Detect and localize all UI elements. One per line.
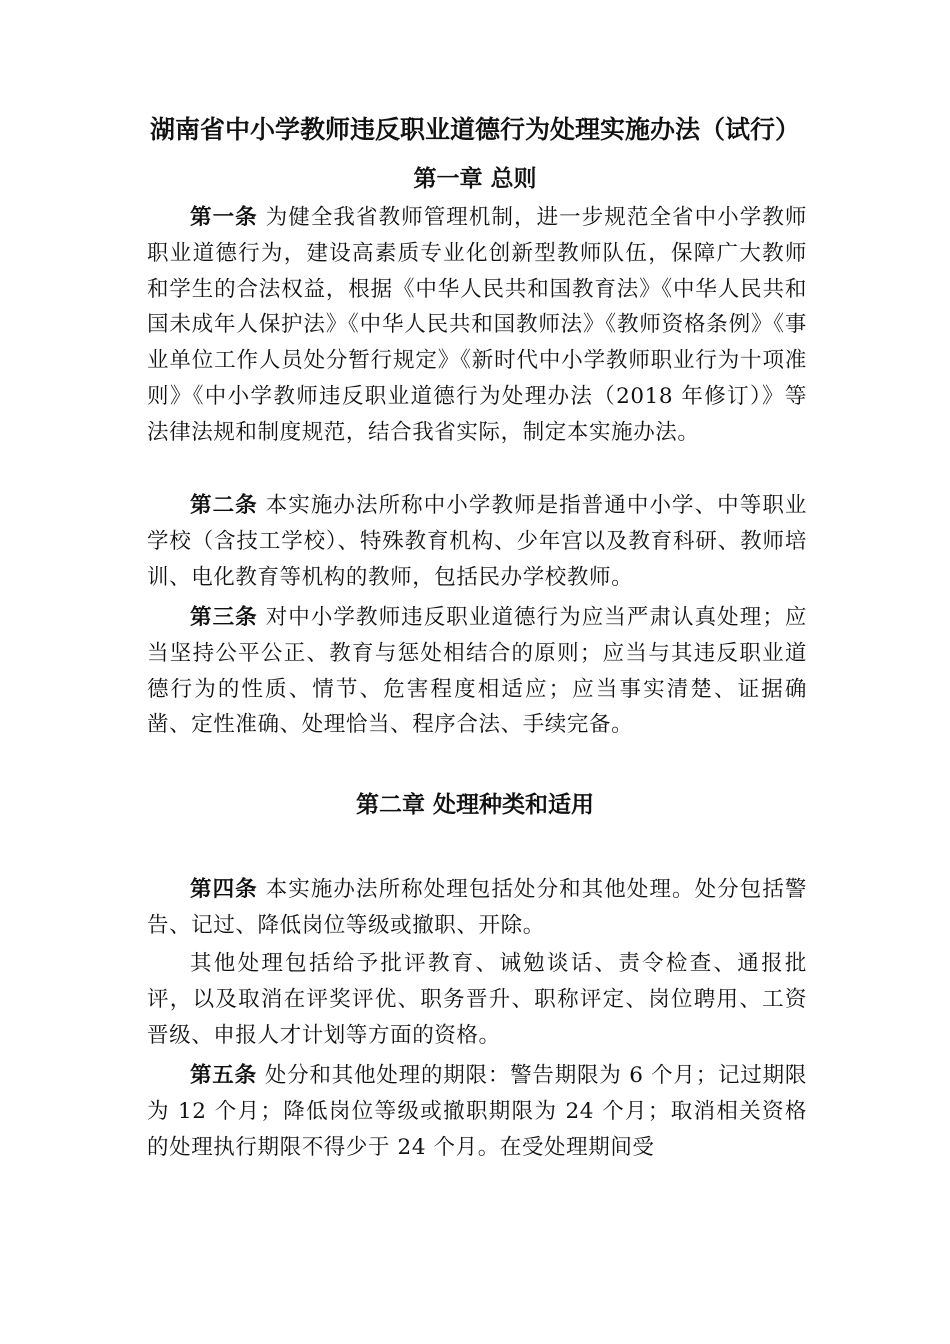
article-3-text: 对中小学教师违反职业道德行为应当严肃认真处理；应当坚持公平公正、教育与惩处相结合的原则；应当与其违反职业道德行为的性质、情节、危害程度相适应；应当事实清楚、证据确凿、定性准确、处理恰当、程序合法、手续完备。 xyxy=(147,605,807,738)
article-3 xyxy=(147,600,807,743)
article-2-label: 第二条 xyxy=(190,493,258,518)
article-4-label: 第四条 xyxy=(190,877,258,902)
article-2-text: 本实施办法所称中小学教师是指普通中小学、中等职业学校（含技工学校）、特殊教育机构、少年宫以及教育科研、教师培训、电化教育等机构的教师，包括民办学校教师。 xyxy=(147,493,807,590)
article-3-label: 第三条 xyxy=(190,605,258,630)
article-5-text: 处分和其他处理的期限：警告期限为 6 个月；记过期限为 12 个月；降低岗位等级或撤职期限为 24 个月；取消相关资格的处理执行期限不得少于 24 个月。在受处理期间受 xyxy=(147,1063,807,1160)
document-title: 湖南省中小学教师违反职业道德行为处理实施办法（试行） xyxy=(149,115,800,144)
article-1 xyxy=(147,200,807,451)
article-4 xyxy=(147,872,807,944)
article-5 xyxy=(147,1058,807,1165)
chapter-1-title: 第一章 总则 xyxy=(413,166,537,192)
article-2 xyxy=(147,488,807,595)
chapter-2-title: 第二章 处理种类和适用 xyxy=(355,792,594,818)
article-1-label: 第一条 xyxy=(190,205,258,230)
article-4-continuation: 其他处理包括给予批评教育、诫勉谈话、责令检查、通报批评，以及取消在评奖评优、职务晋升、职称评定、岗位聘用、工资晋级、申报人才计划等方面的资格。 xyxy=(147,951,807,1048)
article-5-label: 第五条 xyxy=(190,1063,257,1088)
article-4-text: 本实施办法所称处理包括处分和其他处理。处分包括警告、记过、降低岗位等级或撤职、开除。 xyxy=(147,877,807,938)
article-1-text: 为健全我省教师管理机制，进一步规范全省中小学教师职业道德行为，建设高素质专业化创新型教师队伍，保障广大教师和学生的合法权益，根据《中华人民共和国教育法》《中华人民共和国未成年人保护法》《中华人民共和国教师法》《教师资格条例》《事业单位工作人员处分暂行规定》《新时代中小学教师职业行为十项准则》《中小学教师违反职业道德行为处理办法（2018 年修订）》等法律法规和制度规范，结合我省实际，制定本实施办法。 xyxy=(147,205,807,445)
